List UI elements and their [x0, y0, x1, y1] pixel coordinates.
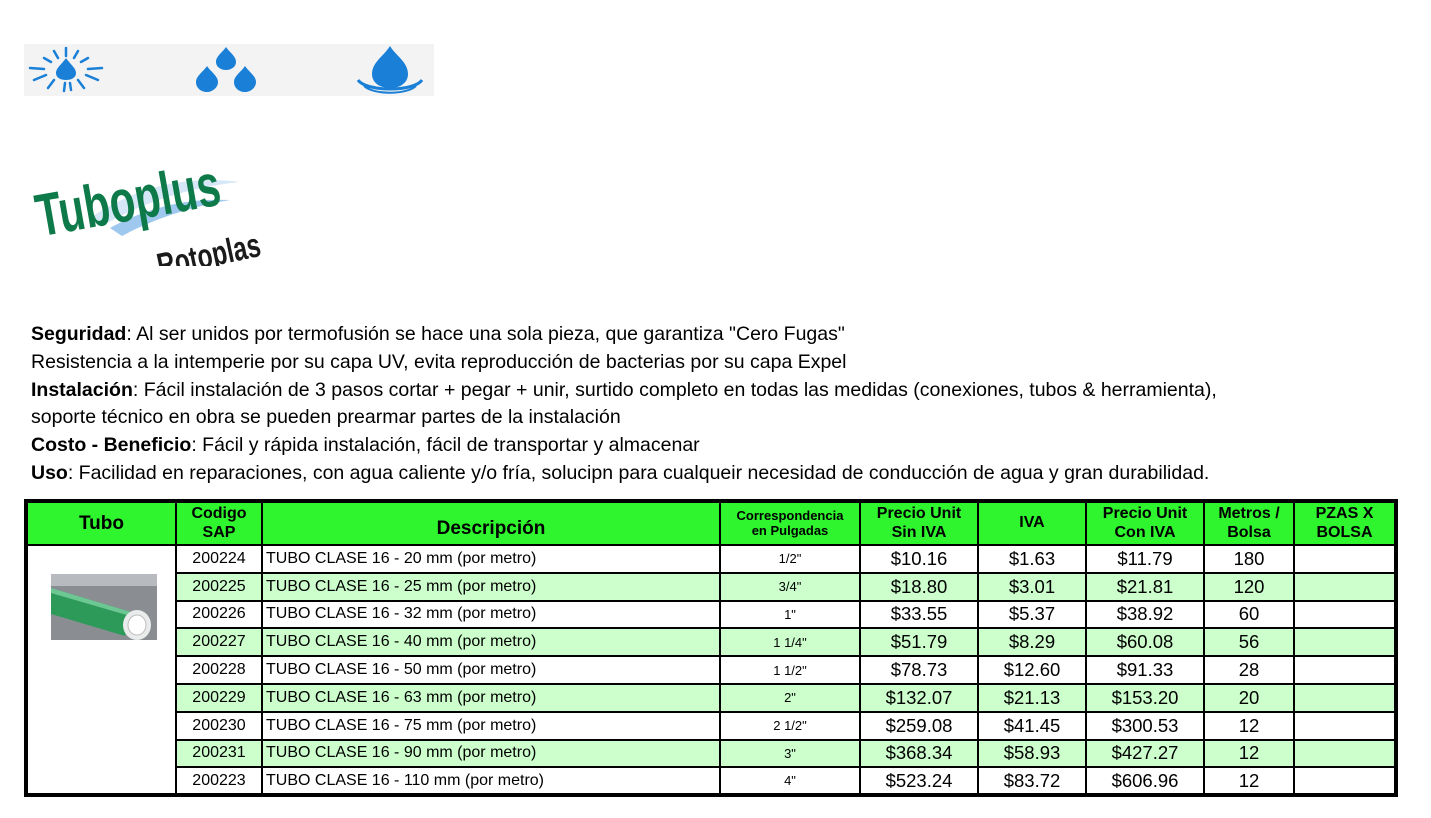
cell-desc: TUBO CLASE 16 - 75 mm (por metro): [262, 712, 720, 740]
cell-desc: TUBO CLASE 16 - 25 mm (por metro): [262, 573, 720, 601]
cell-metros: 12: [1204, 740, 1294, 768]
cell-iva: $41.45: [978, 712, 1086, 740]
table-row: [26, 712, 1396, 740]
cell-sin-iva: $368.34: [860, 740, 978, 768]
cell-inch: 3/4": [720, 573, 860, 601]
cell-con-iva: $38.92: [1086, 601, 1204, 629]
cell-con-iva: $153.20: [1086, 684, 1204, 712]
cell-desc: TUBO CLASE 16 - 40 mm (por metro): [262, 628, 720, 656]
cell-desc: TUBO CLASE 16 - 63 mm (por metro): [262, 684, 720, 712]
cell-desc: TUBO CLASE 16 - 50 mm (por metro): [262, 656, 720, 684]
desc-line-costo: Costo - Beneficio: Fácil y rápida instalación, fácil de transportar y almacenar: [31, 434, 700, 457]
table-header-row: [26, 501, 1396, 545]
logo-text-rotoplas: Rotoplas: [153, 226, 264, 266]
cell-con-iva: $300.53: [1086, 712, 1204, 740]
header-metros-bolsa: Metros / Bolsa: [1204, 501, 1294, 545]
header-codigo: Codigo SAP: [176, 501, 262, 545]
cell-pzas: [1294, 767, 1396, 795]
cell-inch: 1 1/4": [720, 628, 860, 656]
cell-con-iva: $606.96: [1086, 767, 1204, 795]
desc-line-instalacion: Instalación: Fácil instalación de 3 pasos cortar + pegar + unir, surtido completo en todas las medidas (conexiones, tubos & herramienta),: [31, 378, 1217, 401]
cell-con-iva: $60.08: [1086, 628, 1204, 656]
cell-sin-iva: $259.08: [860, 712, 978, 740]
product-description: [31, 321, 1411, 488]
header-correspondencia: Correspondencia en Pulgadas: [720, 501, 860, 545]
table-row: [26, 545, 1396, 573]
cell-iva: $58.93: [978, 740, 1086, 768]
cell-pzas: [1294, 601, 1396, 629]
cell-code: 200229: [176, 684, 262, 712]
header-pzas-bolsa: PZAS X BOLSA: [1294, 501, 1396, 545]
cell-code: 200223: [176, 767, 262, 795]
cell-code: 200224: [176, 545, 262, 573]
logo-text-tuboplus: Tuboplus: [30, 150, 226, 250]
table-row: [26, 601, 1396, 629]
cell-inch: 1/2": [720, 545, 860, 573]
header-iva: IVA: [978, 501, 1086, 545]
cell-iva: $12.60: [978, 656, 1086, 684]
price-table: [24, 499, 1398, 797]
cell-pzas: [1294, 740, 1396, 768]
cell-sin-iva: $78.73: [860, 656, 978, 684]
cell-inch: 3": [720, 740, 860, 768]
cell-metros: 60: [1204, 601, 1294, 629]
cell-code: 200225: [176, 573, 262, 601]
cell-inch: 1 1/2": [720, 656, 860, 684]
cell-con-iva: $21.81: [1086, 573, 1204, 601]
cell-iva: $3.01: [978, 573, 1086, 601]
cell-inch: 2": [720, 684, 860, 712]
cell-desc: TUBO CLASE 16 - 20 mm (por metro): [262, 545, 720, 573]
table-row: [26, 684, 1396, 712]
cell-inch: 1": [720, 601, 860, 629]
cell-metros: 12: [1204, 767, 1294, 795]
cell-sin-iva: $18.80: [860, 573, 978, 601]
cell-code: 200231: [176, 740, 262, 768]
desc-line-uso: Uso: Facilidad en reparaciones, con agua caliente y/o fría, solucipn para cualqueir necesidad de conducción de agua y gran durabilidad.: [31, 461, 1210, 484]
cell-sin-iva: $10.16: [860, 545, 978, 573]
cell-pzas: [1294, 684, 1396, 712]
cell-iva: $21.13: [978, 684, 1086, 712]
cell-inch: 2 1/2": [720, 712, 860, 740]
cell-metros: 180: [1204, 545, 1294, 573]
desc-line-resistencia: Resistencia a la intemperie por su capa UV, evita reproducción de bacterias por su capa Expel: [31, 350, 847, 373]
header-precio-sin-iva: Precio Unit Sin IVA: [860, 501, 978, 545]
cell-metros: 12: [1204, 712, 1294, 740]
cell-iva: $5.37: [978, 601, 1086, 629]
three-drops-icon: [188, 44, 264, 96]
cell-pzas: [1294, 656, 1396, 684]
cell-sin-iva: $132.07: [860, 684, 978, 712]
header-descripcion: Descripción: [262, 501, 720, 545]
cell-metros: 28: [1204, 656, 1294, 684]
desc-line-soporte: soporte técnico en obra se pueden prearmar partes de la instalación: [31, 406, 621, 429]
cell-iva: $83.72: [978, 767, 1086, 795]
cell-code: 200227: [176, 628, 262, 656]
header-tubo: Tubo: [26, 501, 176, 545]
cell-con-iva: $427.27: [1086, 740, 1204, 768]
table-row: [26, 740, 1396, 768]
sun-drop-icon: [24, 44, 108, 96]
cell-sin-iva: $33.55: [860, 601, 978, 629]
header-precio-con-iva: Precio Unit Con IVA: [1086, 501, 1204, 545]
cell-pzas: [1294, 545, 1396, 573]
drop-in-hand-icon: [350, 44, 430, 96]
tube-image-cell: [26, 545, 176, 795]
green-pipe-image: [32, 574, 175, 649]
cell-pzas: [1294, 712, 1396, 740]
cell-con-iva: $91.33: [1086, 656, 1204, 684]
cell-code: 200230: [176, 712, 262, 740]
cell-metros: 120: [1204, 573, 1294, 601]
cell-inch: 4": [720, 767, 860, 795]
cell-metros: 20: [1204, 684, 1294, 712]
cell-desc: TUBO CLASE 16 - 90 mm (por metro): [262, 740, 720, 768]
table-row: [26, 656, 1396, 684]
feature-icons-strip: [24, 44, 434, 96]
cell-iva: $8.29: [978, 628, 1086, 656]
table-row: [26, 628, 1396, 656]
cell-desc: TUBO CLASE 16 - 110 mm (por metro): [262, 767, 720, 795]
cell-sin-iva: $51.79: [860, 628, 978, 656]
cell-sin-iva: $523.24: [860, 767, 978, 795]
cell-code: 200226: [176, 601, 262, 629]
cell-metros: 56: [1204, 628, 1294, 656]
cell-desc: TUBO CLASE 16 - 32 mm (por metro): [262, 601, 720, 629]
cell-code: 200228: [176, 656, 262, 684]
tuboplus-logo: [30, 126, 270, 266]
cell-pzas: [1294, 573, 1396, 601]
cell-con-iva: $11.79: [1086, 545, 1204, 573]
cell-iva: $1.63: [978, 545, 1086, 573]
table-row: [26, 573, 1396, 601]
cell-pzas: [1294, 628, 1396, 656]
table-row: [26, 767, 1396, 795]
desc-line-seguridad: Seguridad: Al ser unidos por termofusión se hace una sola pieza, que garantiza "Cero Fugas": [31, 323, 845, 345]
